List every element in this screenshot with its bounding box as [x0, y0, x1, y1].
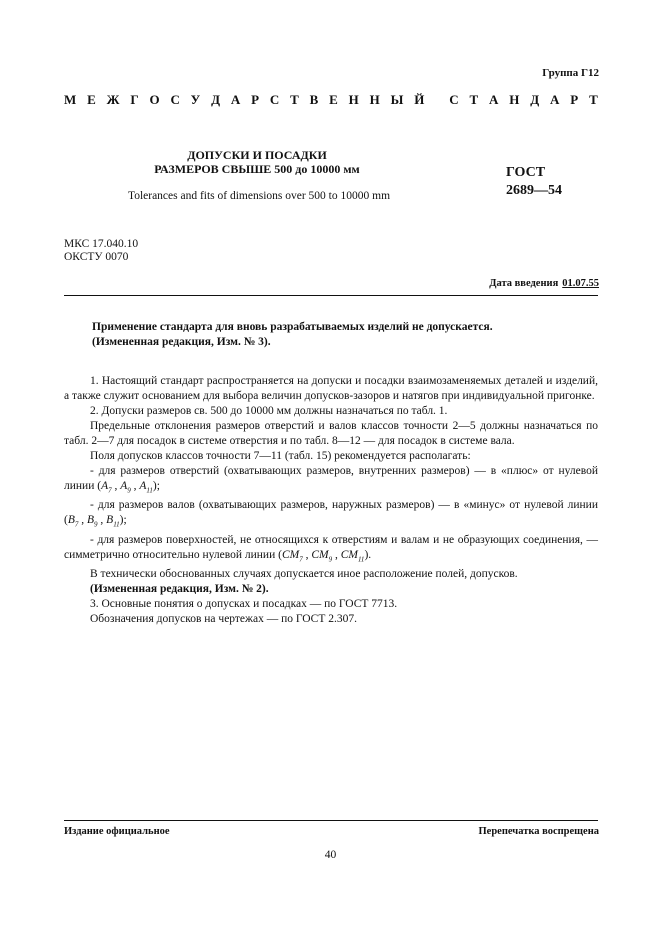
banner-letter: В [309, 92, 319, 107]
banner-letter: А [230, 92, 241, 107]
header-divider [64, 295, 598, 296]
intro-date-value: 01.07.55 [562, 278, 599, 289]
gost-number: 2689—54 [506, 183, 562, 198]
drawing-designations: Обозначения допусков на чертежах — по ГОСТ 2.307. [90, 612, 357, 625]
symbol-a9: $A_9$ [120, 480, 131, 495]
clause-3: 3. Основные понятия о допусках и посадках — по ГОСТ 7713. [90, 597, 398, 610]
english-title: Tolerances and fits of dimensions over 500 to 10000 mm [127, 190, 391, 202]
symbol-b11: $B_{11}$ [106, 514, 120, 529]
surfaces-rule: - для размеров поверхностей, не относящихся к отверстиям и валам и не образующих соединения, — симметрично относительно нулевой линии ($CM_7$ , $CM_9$ , $CM_{11}$). [64, 533, 598, 563]
clause-2: 2. Допуски размеров св. 500 до 10000 мм должны назначаться по табл. 1. [90, 405, 448, 417]
clause-2-deviations: Предельные отклонения размеров отверстий и валов классов точности 2—5 должны назначаться по табл. 2—7 для посадок в системе отверстия и по табл. 8—12 — для посадок в системе вала. [64, 420, 598, 447]
banner-letter: А [550, 92, 560, 107]
shafts-rule-text: - для размеров валов (охватывающих размеров, наружных размеров) — в «минус» от нулевой линии ( [64, 499, 598, 527]
symbol-a11: $A_{11}$ [139, 480, 153, 495]
banner-letter: Д [530, 92, 540, 107]
standard-body [64, 374, 598, 627]
notice-line-1: Применение стандарта для вновь разрабатываемых изделий не допускается. [92, 321, 493, 333]
document-title [130, 148, 384, 176]
other-layout-note: В технически обоснованных случаях допускается иное расположение полей, допусков. [90, 567, 518, 580]
amendment-2-note: (Измененная редакция, Изм. № 2). [90, 582, 269, 595]
oksty-code: ОКСТУ 0070 [64, 251, 129, 263]
page-number: 40 [324, 849, 337, 861]
reprint-prohibited-label: Перепечатка воспрещена [478, 826, 599, 837]
notice-line-2: (Измененная редакция, Изм. № 3). [92, 336, 271, 348]
banner-letter: Т [589, 92, 598, 107]
symbol-cm7: $CM_7$ [281, 548, 303, 563]
holes-rule: - для размеров отверстий (охватывающих размеров, внутренних размеров) — в «плюс» от нулевой линии ($A_7$ , $A_9$ , $A_{11}$); [64, 465, 598, 495]
banner-letter: С [269, 92, 280, 107]
banner-letter: С [449, 92, 459, 107]
banner-letter: Й [414, 92, 425, 107]
banner-letter: Т [469, 92, 479, 107]
banner-letter: Ы [390, 92, 404, 107]
title-line-1: ДОПУСКИ И ПОСАДКИ [187, 148, 327, 162]
banner-letter: Р [570, 92, 579, 107]
banner-letter: Ж [106, 92, 120, 107]
gost-designation [506, 164, 562, 200]
banner-letter: Н [509, 92, 520, 107]
banner-letter: Р [251, 92, 260, 107]
symbol-cm9: $CM_9$ [311, 548, 333, 563]
mks-code: МКС 17.040.10 [64, 238, 139, 250]
official-edition-label: Издание официальное [64, 826, 170, 837]
classification-codes [64, 238, 138, 264]
banner-letter: У [190, 92, 201, 107]
banner-letter: М [64, 92, 77, 107]
introduction-date [489, 278, 599, 289]
clause-1: 1. Настоящий стандарт распространяется на допуски и посадки взаимозаменяемых деталей и изделий, а также служит основанием для выбора величин допусков-зазоров и натягов при индивидуальной пригонке. [64, 375, 598, 402]
banner-letter: А [489, 92, 499, 107]
banner-letter: Н [348, 92, 359, 107]
banner-letter: О [149, 92, 160, 107]
banner-letter: Е [329, 92, 338, 107]
symbol-b7: $B_7$ [67, 514, 79, 529]
footer-divider [64, 820, 598, 821]
banner-letter [435, 92, 438, 108]
banner-letter: Г [130, 92, 139, 107]
banner-letter: С [170, 92, 180, 107]
surfaces-rule-text: - для размеров поверхностей, не относящихся к отверстиям и валам и не образующих соединения, — симметрично относительно нулевой линии ( [64, 533, 598, 561]
shafts-rule: - для размеров валов (охватывающих размеров, наружных размеров) — в «минус» от нулевой линии ($B_7$ , $B_9$ , $B_{11}$); [64, 499, 598, 529]
group-code: Группа Г12 [542, 67, 599, 79]
gost-label: ГОСТ [506, 165, 546, 180]
interstate-standard-banner [64, 92, 598, 108]
banner-letter: Д [211, 92, 221, 107]
banner-letter: Н [369, 92, 380, 107]
holes-rule-text: - для размеров отверстий (охватывающих размеров, внутренних размеров) — в «плюс» от нулевой линии ( [64, 465, 598, 492]
symbol-b9: $B_9$ [87, 514, 98, 529]
intro-date-label: Дата введения [489, 278, 559, 289]
title-line-2: РАЗМЕРОВ СВЫШЕ 500 до 10000 мм [154, 162, 360, 176]
application-notice [92, 320, 572, 350]
banner-letter: Т [290, 92, 299, 107]
banner-letter: Е [87, 92, 96, 107]
symbol-a7: $A_7$ [101, 480, 112, 495]
tolerance-fields-intro: Поля допусков классов точности 7—11 (табл. 15) рекомендуется располагать: [90, 450, 471, 462]
symbol-cm11: $CM_{11}$ [340, 548, 365, 563]
